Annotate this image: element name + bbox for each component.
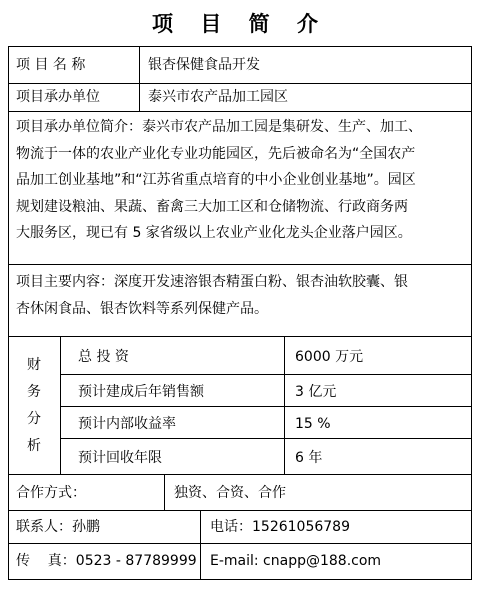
table-border-right <box>471 46 472 580</box>
table-rule <box>8 83 472 84</box>
finance-row-value: 6 年 <box>295 450 323 466</box>
finance-label-rule <box>60 336 61 475</box>
main-content-paragraph <box>16 269 466 322</box>
finance-rule <box>60 406 472 407</box>
table-border-left <box>8 46 9 580</box>
project-name-label: 项 目 名 称 <box>16 57 86 73</box>
contact-fax: 传 真：0523 - 87789999 <box>16 553 197 569</box>
table-rule <box>8 111 472 112</box>
cooperation-rule <box>164 474 165 511</box>
contact-phone: 电话：15261056789 <box>210 519 350 535</box>
finance-rule <box>60 438 472 439</box>
paragraph-line: 项目主要内容：深度开发速溶银杏精蛋白粉、银杏油软胶囊、银 <box>16 274 408 290</box>
finance-row-value: 6000 万元 <box>295 349 364 365</box>
finance-row-label: 预计回收年限 <box>78 450 162 466</box>
paragraph-line: 项目承办单位简介：泰兴市农产品加工园是集研发、生产、加工、 <box>16 119 422 135</box>
project-name-value: 银杏保健食品开发 <box>148 57 260 73</box>
table-rule <box>8 543 472 544</box>
finance-row-label: 预计内部收益率 <box>78 416 176 432</box>
paragraph-line: 物流于一体的农业产业化专业功能园区，先后被命名为“全国农产 <box>16 145 416 162</box>
host-intro-paragraph <box>16 114 466 247</box>
table-rule <box>8 474 472 475</box>
finance-row-value: 3 亿元 <box>295 384 337 400</box>
contact-rule <box>200 510 201 580</box>
contact-person: 联系人：孙鹏 <box>16 519 100 535</box>
finance-row-label: 总 投 资 <box>78 349 129 365</box>
finance-rule <box>60 374 472 375</box>
finance-value-rule <box>284 336 285 475</box>
finance-row-value: 15 % <box>295 416 331 432</box>
cooperation-label: 合作方式： <box>16 485 86 501</box>
paragraph-line: 大服务区，现已有 5 家省级以上农业产业化龙头企业落户园区。 <box>16 225 412 241</box>
table-rule <box>8 336 472 337</box>
table-rule <box>8 510 472 511</box>
project-table <box>8 46 472 580</box>
finance-label: 财 务 分 析 <box>27 357 41 454</box>
document-title: 项 目 简 介 <box>152 11 328 36</box>
table-border-bottom <box>8 579 472 580</box>
table-border-top <box>8 46 472 47</box>
paragraph-line: 杏休闲食品、银杏饮料等系列保健产品。 <box>16 300 268 317</box>
finance-row-label: 预计建成后年销售额 <box>78 384 204 400</box>
cooperation-value: 独资、合资、合作 <box>174 485 286 501</box>
host-unit-value: 泰兴市农产品加工园区 <box>148 89 288 105</box>
table-rule <box>8 264 472 265</box>
contact-email: E-mail: cnapp@188.com <box>210 553 382 569</box>
paragraph-line: 规划建设粮油、果蔬、畜禽三大加工区和仓储物流、行政商务两 <box>16 198 408 215</box>
paragraph-line: 品加工创业基地”和“江苏省重点培育的中小企业创业基地”。园区 <box>16 172 416 188</box>
host-unit-label: 项目承办单位 <box>16 89 100 105</box>
label-column-rule <box>139 46 140 112</box>
